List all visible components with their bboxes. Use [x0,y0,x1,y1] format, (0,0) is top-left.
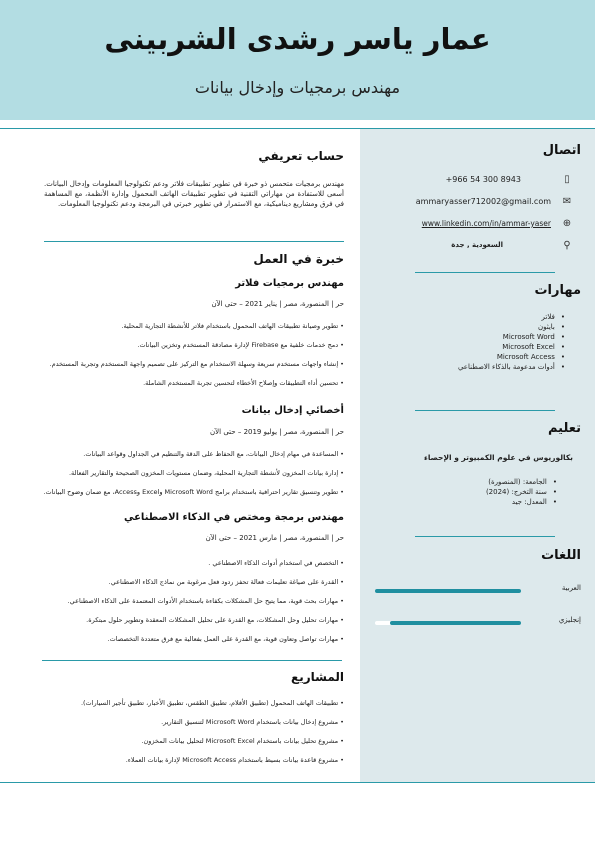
job-bullet: • دمج خدمات خلفية مع Firebase لإدارة مصادقة المستخدم وتخزين البيانات. [50,336,344,355]
skill-item: • أدوات مدعومة بالذكاء الاصطناعي [458,362,565,372]
job-bullet: • مهارات تحليل وحل المشكلات، مع القدرة على تحليل المشكلات المعقدة وتطوير حلول مبتكرة. [68,611,344,630]
skill-item: • Microsoft Excel [458,342,565,352]
job-bullets [50,317,344,393]
job-title: مهندس برمجة ومختص في الذكاء الاصطناعي [123,512,344,523]
language-name: العربية [561,584,581,592]
job-meta: حر | المنصورة، مصر | يوليو 2019 – حتى الآن [210,428,344,436]
location-pin-icon: ⚲ [563,240,571,251]
job-bullet: • تحسين أداء التطبيقات وإصلاح الأخطاء لتحسين تجربة المستخدم الشاملة. [50,374,344,393]
language-level-bar [375,589,521,593]
projects-title: المشاريع [291,670,344,684]
project-item: • مشروع إدخال بيانات باستخدام Microsoft Word لتنسيق التقارير. [81,713,344,732]
contact-phone [373,174,573,188]
job-bullets [68,554,344,649]
education-degree: بكالوريوس في علوم الكمبيوتر و الإحصاء [424,453,573,462]
job-bullet: • إدارة بيانات المخزون لأنشطة التجارية المحلية، وضمان مستويات المخزون الصحيحة والتقارير الفعالة. [43,464,344,483]
job-title: أخصائي إدخال بيانات [241,405,344,416]
sidebar-divider [415,410,555,411]
education-item: • المعدل: جيد [486,497,557,507]
job-bullet: • إنشاء واجهات مستخدم سريعة وسهلة الاستخدام مع التركيز على تصميم واجهة المستخدم وتجربة المستخدم. [50,355,344,374]
bottom-divider [0,782,595,783]
project-item: • تطبيقات الهاتف المحمول (تطبيق الأفلام، تطبيق الطقس، تطبيق الأخبار، تطبيق تأجير السيارات). [81,694,344,713]
section-divider [42,660,342,661]
languages-title: اللغات [541,548,581,563]
experience-title: خبرة في العمل [253,252,344,266]
job-bullet: • تطوير وتنسيق تقارير احترافية باستخدام برامج Microsoft Word وExcel وAccess، مع ضمان وضوح البيانات. [43,483,344,502]
contact-title: اتصال [542,143,581,158]
job-bullet: • المساعدة في مهام إدخال البيانات، مع الحفاظ على الدقة والتنظيم في الجداول وقواعد البيانات. [43,445,344,464]
project-item: • مشروع قاعدة بيانات بسيط باستخدام Microsoft Access لإدارة بيانات العملاء. [81,751,344,770]
job-bullet: • مهارات تواصل وتعاون قوية، مع القدرة على العمل بفعالية مع فرق متعددة التخصصات. [68,630,344,649]
education-item: • سنة التخرج: (2024) [486,487,557,497]
skill-item: • Microsoft Access [458,352,565,362]
skills-list [458,312,565,372]
projects-list [81,694,344,770]
sidebar-divider [415,272,555,273]
language-row [375,618,581,628]
resume-header [0,0,595,120]
contact-linkedin [373,218,573,232]
mail-icon: ✉ [562,196,572,207]
contact-location [373,240,573,254]
skill-item: • Microsoft Word [458,332,565,342]
skills-title: مهارات [534,283,581,298]
job-bullet: • تطوير وصيانة تطبيقات الهاتف المحمول باستخدام فلاتر للأنشطة التجارية المحلية. [50,317,344,336]
sidebar [360,129,595,782]
job-meta: حر | المنصورة، مصر | مارس 2021 – حتى الآن [205,534,344,542]
job-bullet: • القدرة على صياغة تعليمات فعالة تحفز ردود فعل مرغوبة من نماذج الذكاء الاصطناعي. [68,573,344,592]
skill-item: • فلاتر [458,312,565,322]
candidate-role: مهندس برمجيات وإدخال بيانات [194,78,401,97]
job-bullet: • التخصص في استخدام أدوات الذكاء الاصطناعي . [68,554,344,573]
contact-email [373,196,573,210]
phone-icon: ▯ [564,174,570,185]
email-link[interactable]: ammaryasser712002@gmail.com [415,197,551,206]
project-item: • مشروع تحليل بيانات باستخدام Microsoft Excel لتحليل بيانات المخزون. [81,732,344,751]
section-divider [44,241,344,242]
linkedin-link[interactable]: www.linkedin.com/in/ammar-yaser [421,219,551,228]
education-details [486,477,557,507]
language-name: إنجليزي [558,616,581,624]
language-level-bar [375,621,521,625]
skill-item: • بايثون [458,322,565,332]
location-text: السعودية , جدة [451,241,503,249]
education-item: • الجامعة: (المنصورة) [486,477,557,487]
job-bullets [43,445,344,502]
job-meta: حر | المنصورة، مصر | يناير 2021 – حتى الآن [211,300,344,308]
language-row [375,586,581,596]
sidebar-divider [415,536,555,537]
language-level-fill [390,621,521,625]
job-title: مهندس برمجيات فلاتر [235,278,344,289]
education-title: تعليم [547,421,581,436]
profile-text: مهندس برمجيات متحمس ذو خبرة في تطوير تطبيقات فلاتر ودعم تكنولوجيا المعلومات وإدخال البيانات. أسعى للاستفادة من مهاراتي التقنية في تطوير تطبيقات الهاتف المحمول وإدارة الأنظمة، مع المساهمة في فرق ومشاريع ديناميكية، مع الاستمرار في تطوير خبرتي في البرمجة ودعم تكنولوجيا المعلومات. [44,180,344,208]
language-level-fill [375,589,521,593]
profile-title: حساب تعريفي [258,149,344,163]
globe-icon: ⊕ [562,218,572,229]
job-bullet: • مهارات بحث قوية، مما يتيح حل المشكلات بكفاءة باستخدام الأدوات المعتمدة على الذكاء الاصطناعي. [68,592,344,611]
candidate-name: عمار ياسر رشدى الشربينى [104,22,491,56]
phone-text: +966 54 300 8943 [445,175,521,184]
main-content [0,129,360,782]
